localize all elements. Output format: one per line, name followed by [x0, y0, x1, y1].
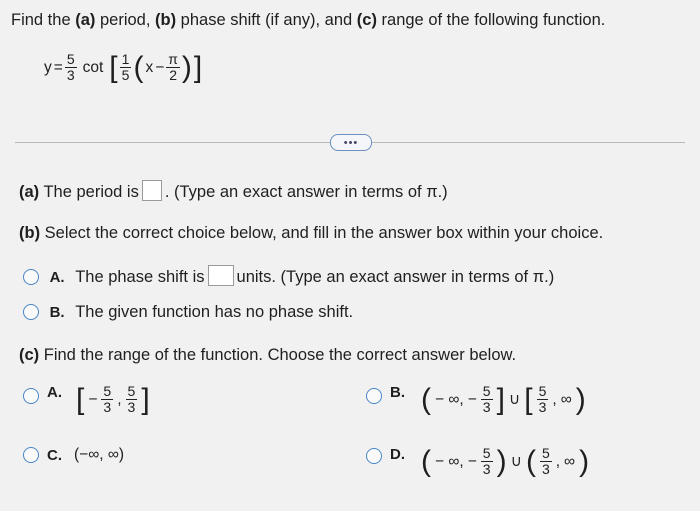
- part-b-text: Select the correct choice below, and fill in the answer box within your choice.: [40, 224, 604, 242]
- rd-paren-open-2: (: [525, 444, 536, 478]
- rb-bracket-close: ]: [496, 382, 505, 416]
- rb-paren-close: ): [575, 382, 586, 416]
- part-b: [19, 224, 603, 243]
- phase-option-b-text: The given function has no phase shift.: [75, 303, 354, 321]
- prompt-c-text: range of the following function.: [376, 11, 606, 29]
- ra-frac-1: [101, 384, 113, 415]
- ra-frac2-num: 5: [127, 383, 136, 399]
- part-a-after: . (Type an exact answer in terms of π.): [164, 183, 448, 201]
- phase-option-b-label: B.: [49, 304, 65, 321]
- pi-num: π: [168, 51, 178, 67]
- rb-frac2-num: 5: [538, 383, 547, 399]
- phase-option-b[interactable]: [23, 303, 353, 322]
- range-option-a-radio[interactable]: [23, 388, 39, 404]
- prompt-a-text: period,: [95, 11, 156, 29]
- rd-paren-open: (: [421, 444, 431, 478]
- part-a: [19, 180, 448, 202]
- part-a-label: (a): [19, 183, 40, 201]
- rd-frac-2: [540, 446, 552, 477]
- rb-frac2-den: 3: [538, 399, 547, 415]
- rd-frac1-num: 5: [482, 445, 491, 461]
- inner-den: 5: [121, 67, 130, 83]
- eq-inner-coef: [120, 52, 132, 83]
- rb-neg: −: [467, 390, 477, 408]
- range-option-b-radio[interactable]: [366, 388, 382, 404]
- rd-union: ∪: [510, 453, 522, 470]
- rb-bracket-open: [: [524, 382, 533, 416]
- phase-option-a-after: units. (Type an exact answer in terms of π.): [236, 268, 555, 286]
- question-prompt: [11, 11, 605, 30]
- function-equation: [44, 52, 202, 83]
- range-option-b[interactable]: [366, 384, 586, 415]
- ra-frac-2: [126, 384, 138, 415]
- inner-num: 1: [121, 51, 130, 67]
- phase-option-a-label: A.: [49, 269, 65, 286]
- prompt-text: Find the: [11, 11, 76, 29]
- ra-comma: ,: [117, 390, 122, 408]
- rb-frac1-num: 5: [482, 383, 491, 399]
- eq-pi-over-2: [166, 52, 180, 83]
- prompt-b-text: phase shift (if any), and: [176, 11, 357, 29]
- eq-paren-open: (: [133, 50, 144, 84]
- rb-frac1-den: 3: [482, 399, 491, 415]
- range-option-a[interactable]: [23, 384, 150, 415]
- period-answer-box[interactable]: [142, 180, 162, 201]
- range-option-c[interactable]: [23, 446, 124, 464]
- phase-option-a-radio[interactable]: [23, 269, 39, 285]
- prompt-c-label: (c): [356, 11, 377, 29]
- range-option-d-label: D.: [390, 446, 405, 463]
- ra-neg: −: [88, 390, 98, 408]
- range-option-d[interactable]: [366, 446, 589, 477]
- range-option-c-radio[interactable]: [23, 447, 39, 463]
- eq-x: x: [145, 58, 154, 76]
- coef-den: 3: [66, 67, 75, 83]
- rd-neg-inf: − ∞,: [435, 452, 464, 470]
- eq-bracket-open: [: [109, 50, 118, 84]
- ra-frac1-den: 3: [103, 399, 112, 415]
- more-button[interactable]: •••: [330, 134, 372, 151]
- eq-paren-close: ): [181, 50, 192, 84]
- range-option-a-label: A.: [47, 384, 62, 401]
- part-c-text: Find the range of the function. Choose the correct answer below.: [39, 346, 517, 364]
- phase-option-a[interactable]: [23, 265, 554, 287]
- eq-y: y: [44, 58, 52, 76]
- rb-neg-inf: − ∞,: [435, 390, 464, 408]
- ra-frac1-num: 5: [103, 383, 112, 399]
- part-a-before: The period is: [39, 183, 139, 201]
- range-option-c-label: C.: [47, 446, 62, 464]
- rd-paren-close-1: ): [496, 444, 507, 478]
- rb-frac-2: [537, 384, 549, 415]
- eq-coefficient: [65, 52, 77, 83]
- range-option-c-text: (−∞, ∞): [74, 446, 125, 463]
- rb-union: ∪: [508, 391, 521, 408]
- phase-option-a-before: The phase shift is: [75, 268, 205, 286]
- rb-inf: ∞: [560, 390, 572, 408]
- rd-frac2-den: 3: [541, 461, 550, 477]
- ra-bracket-close: ]: [141, 382, 150, 416]
- ra-frac2-den: 3: [127, 399, 136, 415]
- pi-den: 2: [169, 67, 177, 83]
- eq-equals: =: [53, 58, 63, 76]
- rd-frac-1: [481, 446, 493, 477]
- part-c-label: (c): [19, 346, 40, 364]
- coef-num: 5: [66, 51, 75, 67]
- rb-paren-open: (: [421, 382, 431, 416]
- eq-func: cot: [82, 58, 104, 76]
- rb-frac-1: [481, 384, 493, 415]
- rd-comma: ,: [555, 452, 561, 470]
- rd-neg: −: [467, 452, 477, 470]
- rd-frac1-den: 3: [482, 461, 491, 477]
- rd-frac2-num: 5: [541, 445, 550, 461]
- part-b-label: (b): [19, 224, 41, 242]
- part-c: [19, 346, 516, 365]
- rd-paren-close-2: ): [579, 444, 590, 478]
- prompt-a-label: (a): [75, 11, 96, 29]
- prompt-b-label: (b): [155, 11, 177, 29]
- eq-minus: −: [155, 58, 165, 76]
- eq-bracket-close: ]: [193, 50, 203, 84]
- range-option-d-radio[interactable]: [366, 448, 382, 464]
- rb-comma: ,: [552, 390, 557, 408]
- phase-shift-answer-box[interactable]: [208, 265, 234, 286]
- phase-option-b-radio[interactable]: [23, 304, 39, 320]
- range-option-b-label: B.: [390, 384, 405, 401]
- ra-bracket-open: [: [76, 382, 85, 416]
- rd-inf: ∞: [564, 452, 576, 470]
